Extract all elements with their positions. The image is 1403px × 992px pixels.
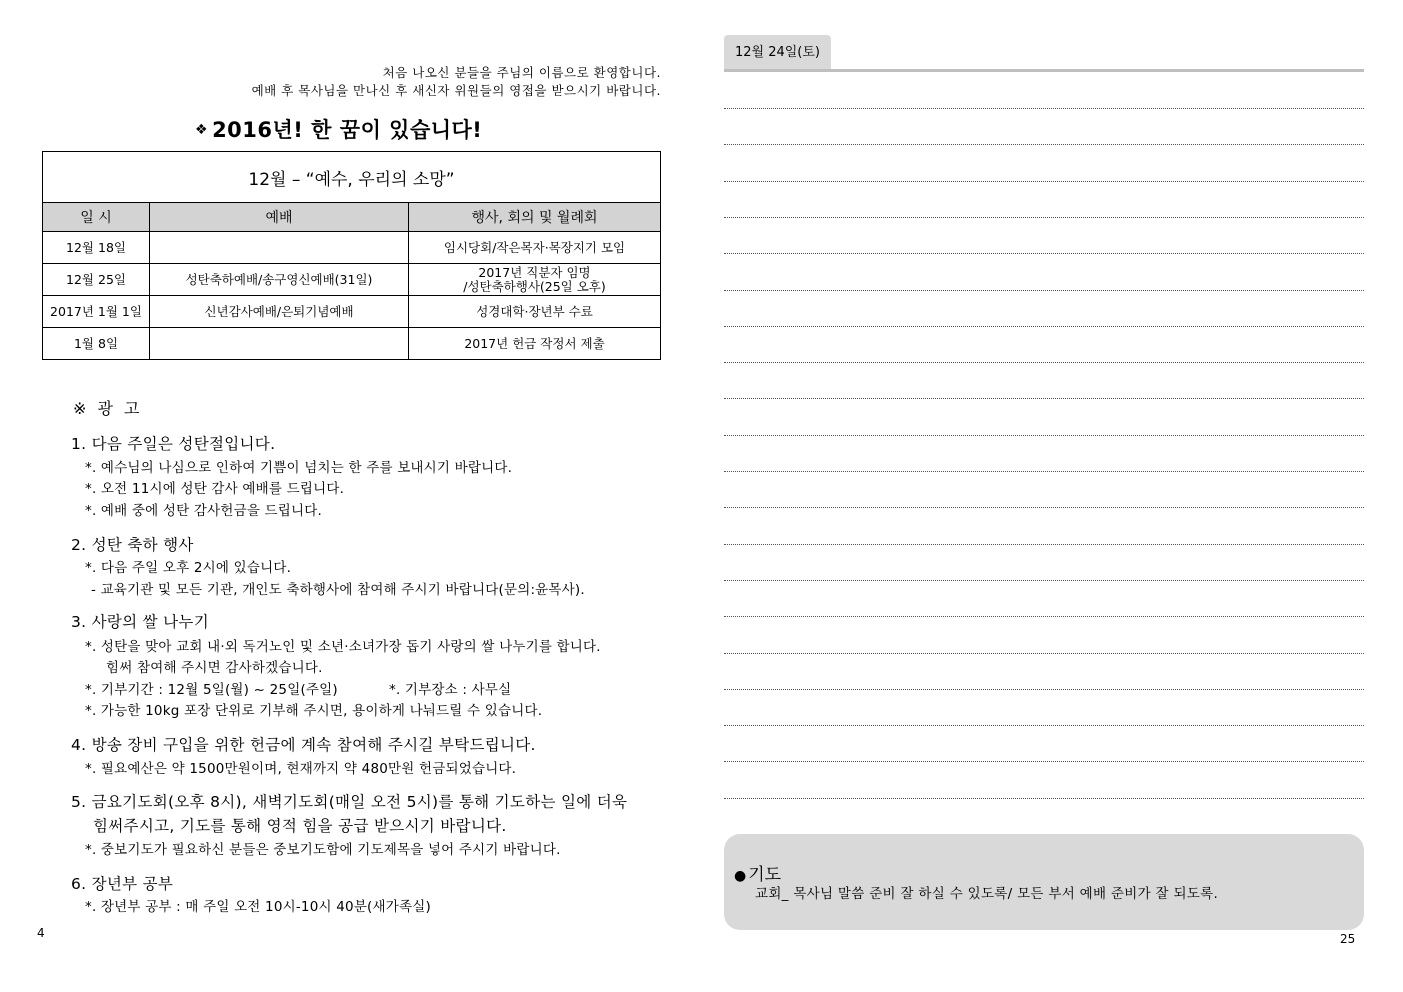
row-date: 12월 25일 bbox=[43, 264, 150, 296]
row-event: 성경대학·장년부 수료 bbox=[409, 296, 661, 328]
row-event: 2017년 헌금 작정서 제출 bbox=[409, 328, 661, 360]
row-event-line-1: 2017년 직분자 임명 bbox=[478, 264, 591, 280]
note-line bbox=[724, 181, 1364, 182]
note-line bbox=[724, 761, 1364, 762]
schedule-caption: 12월 – “예수, 우리의 소망” bbox=[43, 152, 661, 203]
row-date: 2017년 1월 1일 bbox=[43, 296, 150, 328]
note-line bbox=[724, 326, 1364, 327]
note-line bbox=[724, 108, 1364, 109]
note-line bbox=[724, 471, 1364, 472]
note-line bbox=[724, 689, 1364, 690]
ad-3-title: 3. 사랑의 쌀 나누기 bbox=[71, 613, 209, 631]
ad-2-item-2: - 교육기관 및 모든 기관, 개인도 축하행사에 참여해 주시기 바랍니다(문의:윤목사). bbox=[91, 582, 585, 598]
note-line bbox=[724, 725, 1364, 726]
ad-6-title: 6. 장년부 공부 bbox=[71, 875, 174, 893]
note-line bbox=[724, 435, 1364, 436]
table-row bbox=[43, 232, 661, 264]
prayer-title: 기도 bbox=[748, 865, 782, 885]
table-row bbox=[43, 296, 661, 328]
row-date: 1월 8일 bbox=[43, 328, 150, 360]
note-line bbox=[724, 616, 1364, 617]
ad-3-item-2b: *. 기부장소 : 사무실 bbox=[389, 682, 512, 698]
table-row bbox=[43, 264, 661, 296]
page-number-left: 4 bbox=[37, 926, 45, 940]
ad-3-item-1-cont: 힘써 참여해 주시면 감사하겠습니다. bbox=[106, 660, 323, 676]
ad-2-title: 2. 성탄 축하 행사 bbox=[71, 536, 194, 554]
row-event-line-2: /성탄축하행사(25일 오후) bbox=[463, 278, 606, 294]
date-tab: 12월 24일(토) bbox=[724, 35, 831, 70]
ad-3-item-2: *. 기부기간 : 12월 5일(월) ~ 25일(주일) bbox=[85, 682, 338, 698]
note-line bbox=[724, 653, 1364, 654]
theme-heading bbox=[195, 114, 482, 144]
row-worship: 신년감사예배/은퇴기념예배 bbox=[150, 296, 409, 328]
ad-5-item-1: *. 중보기도가 필요하신 분들은 중보기도함에 기도제목을 넣어 주시기 바랍니다. bbox=[85, 842, 561, 858]
ad-4-item-1: *. 필요예산은 약 1500만원이며, 현재까지 약 480만원 헌금되었습니다. bbox=[85, 761, 517, 777]
ad-1-item-1: *. 예수님의 나심으로 인하여 기쁨이 넘치는 한 주를 보내시기 바랍니다. bbox=[85, 460, 513, 476]
schedule-table bbox=[42, 151, 661, 360]
note-line bbox=[724, 253, 1364, 254]
row-worship: 성탄축하예배/송구영신예배(31일) bbox=[150, 264, 409, 296]
note-line bbox=[724, 798, 1364, 799]
table-row bbox=[43, 328, 661, 360]
note-line bbox=[724, 362, 1364, 363]
tab-underline bbox=[724, 69, 1364, 72]
note-line bbox=[724, 580, 1364, 581]
note-line bbox=[724, 217, 1364, 218]
welcome-line-2: 예배 후 목사님을 만나신 후 새신자 위원들의 영접을 받으시기 바랍니다. bbox=[251, 83, 661, 98]
note-line bbox=[724, 144, 1364, 145]
row-worship bbox=[150, 232, 409, 264]
note-line bbox=[724, 507, 1364, 508]
header-date: 일 시 bbox=[43, 203, 150, 232]
note-line bbox=[724, 544, 1364, 545]
page-number-right: 25 bbox=[1340, 932, 1356, 946]
row-worship bbox=[150, 328, 409, 360]
ad-5-title: 5. 금요기도회(오후 8시), 새벽기도회(매일 오전 5시)를 통해 기도하는 일에 더욱 bbox=[71, 793, 628, 811]
ads-heading: ※ 광 고 bbox=[73, 399, 143, 418]
ad-5-title-cont: 힘써주시고, 기도를 통해 영적 힘을 공급 받으시기 바랍니다. bbox=[93, 817, 507, 835]
row-event: 임시당회/작은목자·목장지기 모임 bbox=[409, 232, 661, 264]
ad-2-item-1: *. 다음 주일 오후 2시에 있습니다. bbox=[85, 560, 292, 576]
header-event: 행사, 회의 및 월례회 bbox=[409, 203, 661, 232]
ad-4-title: 4. 방송 장비 구입을 위한 헌금에 계속 참여해 주시길 부탁드립니다. bbox=[71, 736, 536, 754]
ad-1-title: 1. 다음 주일은 성탄절입니다. bbox=[71, 435, 276, 453]
header-worship: 예배 bbox=[150, 203, 409, 232]
bullet-dot-icon: ● bbox=[734, 868, 747, 884]
note-line bbox=[724, 290, 1364, 291]
ad-3-item-1: *. 성탄을 맞아 교회 내·외 독거노인 및 소년·소녀가장 돕기 사랑의 쌀 나누기를 합니다. bbox=[85, 639, 601, 655]
welcome-line-1: 처음 나오신 분들을 주님의 이름으로 환영합니다. bbox=[382, 65, 661, 80]
ad-6-item-1: *. 장년부 공부 : 매 주일 오전 10시-10시 40분(새가족실) bbox=[85, 899, 431, 915]
prayer-text: 교회_ 목사님 말씀 준비 잘 하실 수 있도록/ 모든 부서 예배 준비가 잘 되도록. bbox=[755, 886, 1219, 902]
row-date: 12월 18일 bbox=[43, 232, 150, 264]
ad-1-item-3: *. 예배 중에 성탄 감사헌금을 드립니다. bbox=[85, 503, 323, 519]
theme-title: 2016년! 한 꿈이 있습니다! bbox=[212, 118, 483, 142]
ad-1-item-2: *. 오전 11시에 성탄 감사 예배를 드립니다. bbox=[85, 481, 345, 497]
row-event bbox=[409, 264, 661, 296]
ad-3-item-3: *. 가능한 10kg 포장 단위로 기부해 주시면, 용이하게 나눠드릴 수 있습니다. bbox=[85, 703, 543, 719]
note-line bbox=[724, 398, 1364, 399]
diamond-bullet-icon: ❖ bbox=[195, 122, 209, 138]
